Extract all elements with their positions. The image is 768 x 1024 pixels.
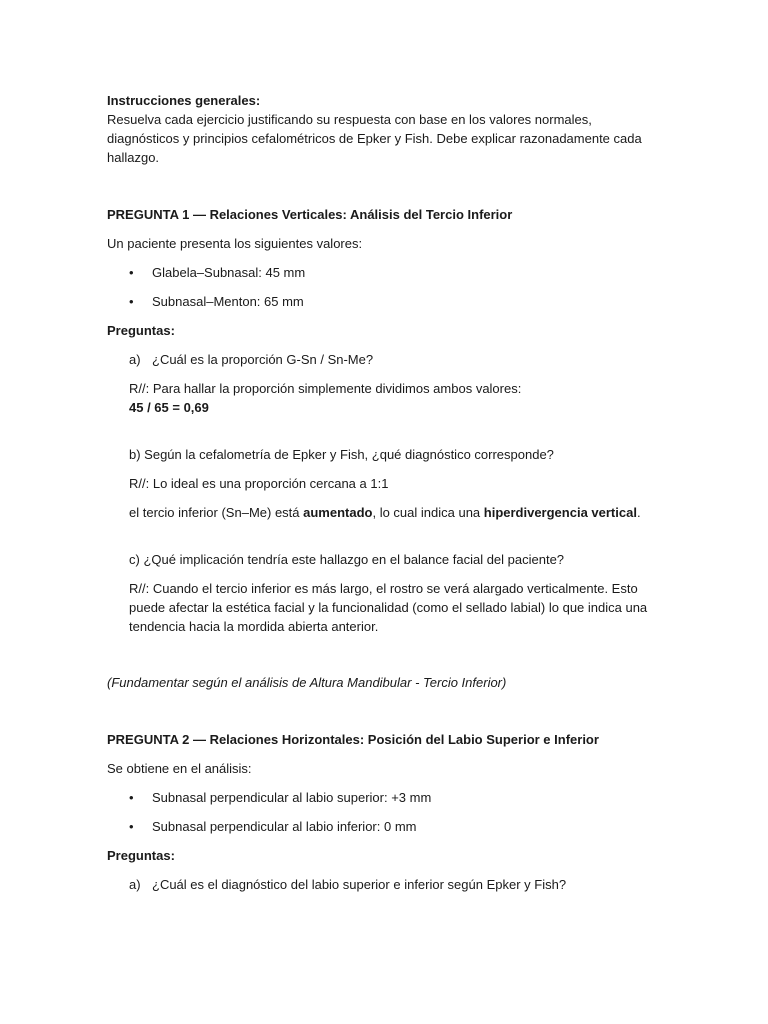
question-2-values-list (107, 788, 667, 836)
question-1a-answer-text: R//: Para hallar la proporción simplemente dividimos ambos valores: (129, 381, 522, 396)
bullet-icon: • (129, 265, 134, 280)
question-1a (107, 350, 667, 369)
question-1b-answer: R//: Lo ideal es una proporción cercana a 1:1 (129, 476, 389, 491)
question-2-title: PREGUNTA 2 — Relaciones Horizontales: Posición del Labio Superior e Inferior (107, 732, 599, 747)
question-1a-result: 45 / 65 = 0,69 (129, 400, 209, 415)
bullet-icon: • (129, 790, 134, 805)
list-item (107, 292, 667, 311)
question-1a-answer (107, 379, 667, 417)
diagnosis-text-mid: , lo cual indica una (372, 505, 484, 520)
bullet-icon: • (129, 819, 134, 834)
bullet-icon: • (129, 294, 134, 309)
list-item-text: Subnasal perpendicular al labio superior: +3 mm (152, 790, 432, 805)
diagnosis-text-pre: el tercio inferior (Sn–Me) está (129, 505, 304, 520)
question-2a-marker: a) (129, 877, 141, 892)
question-2a (107, 875, 667, 894)
question-1a-text: ¿Cuál es la proporción G-Sn / Sn-Me? (152, 352, 374, 367)
instructions-title: Instrucciones generales: (107, 93, 261, 108)
list-item-text: Glabela–Subnasal: 45 mm (152, 265, 306, 280)
diagnosis-bold-hyperdivergence: hiperdivergencia vertical (483, 505, 637, 520)
question-1-values-list (107, 263, 667, 311)
question-1a-marker: a) (129, 352, 141, 367)
document-page (107, 91, 667, 894)
question-1-footnote: (Fundamentar según el análisis de Altura Mandibular - Tercio Inferior) (107, 675, 507, 690)
diagnosis-bold-increased: aumentado (303, 505, 373, 520)
question-2a-text: ¿Cuál es el diagnóstico del labio superior e inferior según Epker y Fish? (152, 877, 567, 892)
question-1c-answer: R//: Cuando el tercio inferior es más largo, el rostro se verá alargado verticalmente. Esto puede afectar la estética facial y la funcionalidad (como el sellado labial) lo que indica una tendencia hacia la mordida abierta anterior. (129, 581, 648, 634)
question-1-title: PREGUNTA 1 — Relaciones Verticales: Análisis del Tercio Inferior (107, 207, 513, 222)
question-1b: b) Según la cefalometría de Epker y Fish, ¿qué diagnóstico corresponde? (129, 447, 554, 462)
list-item-text: Subnasal perpendicular al labio inferior: 0 mm (152, 819, 417, 834)
question-1b-diagnosis (107, 503, 667, 522)
list-item (107, 788, 667, 807)
question-2-intro: Se obtiene en el análisis: (107, 761, 252, 776)
question-2-preguntas-label: Preguntas: (107, 848, 175, 863)
question-1-preguntas-label: Preguntas: (107, 323, 175, 338)
list-item (107, 263, 667, 282)
question-1-intro: Un paciente presenta los siguientes valores: (107, 236, 363, 251)
list-item-text: Subnasal–Menton: 65 mm (152, 294, 304, 309)
diagnosis-text-end: . (636, 505, 641, 520)
question-1c: c) ¿Qué implicación tendría este hallazgo en el balance facial del paciente? (129, 552, 565, 567)
list-item (107, 817, 667, 836)
instructions-text: Resuelva cada ejercicio justificando su respuesta con base en los valores normales, diagnósticos y principios cefalométricos de Epker y Fish. Debe explicar razonadamente cada hallazgo. (107, 112, 642, 165)
